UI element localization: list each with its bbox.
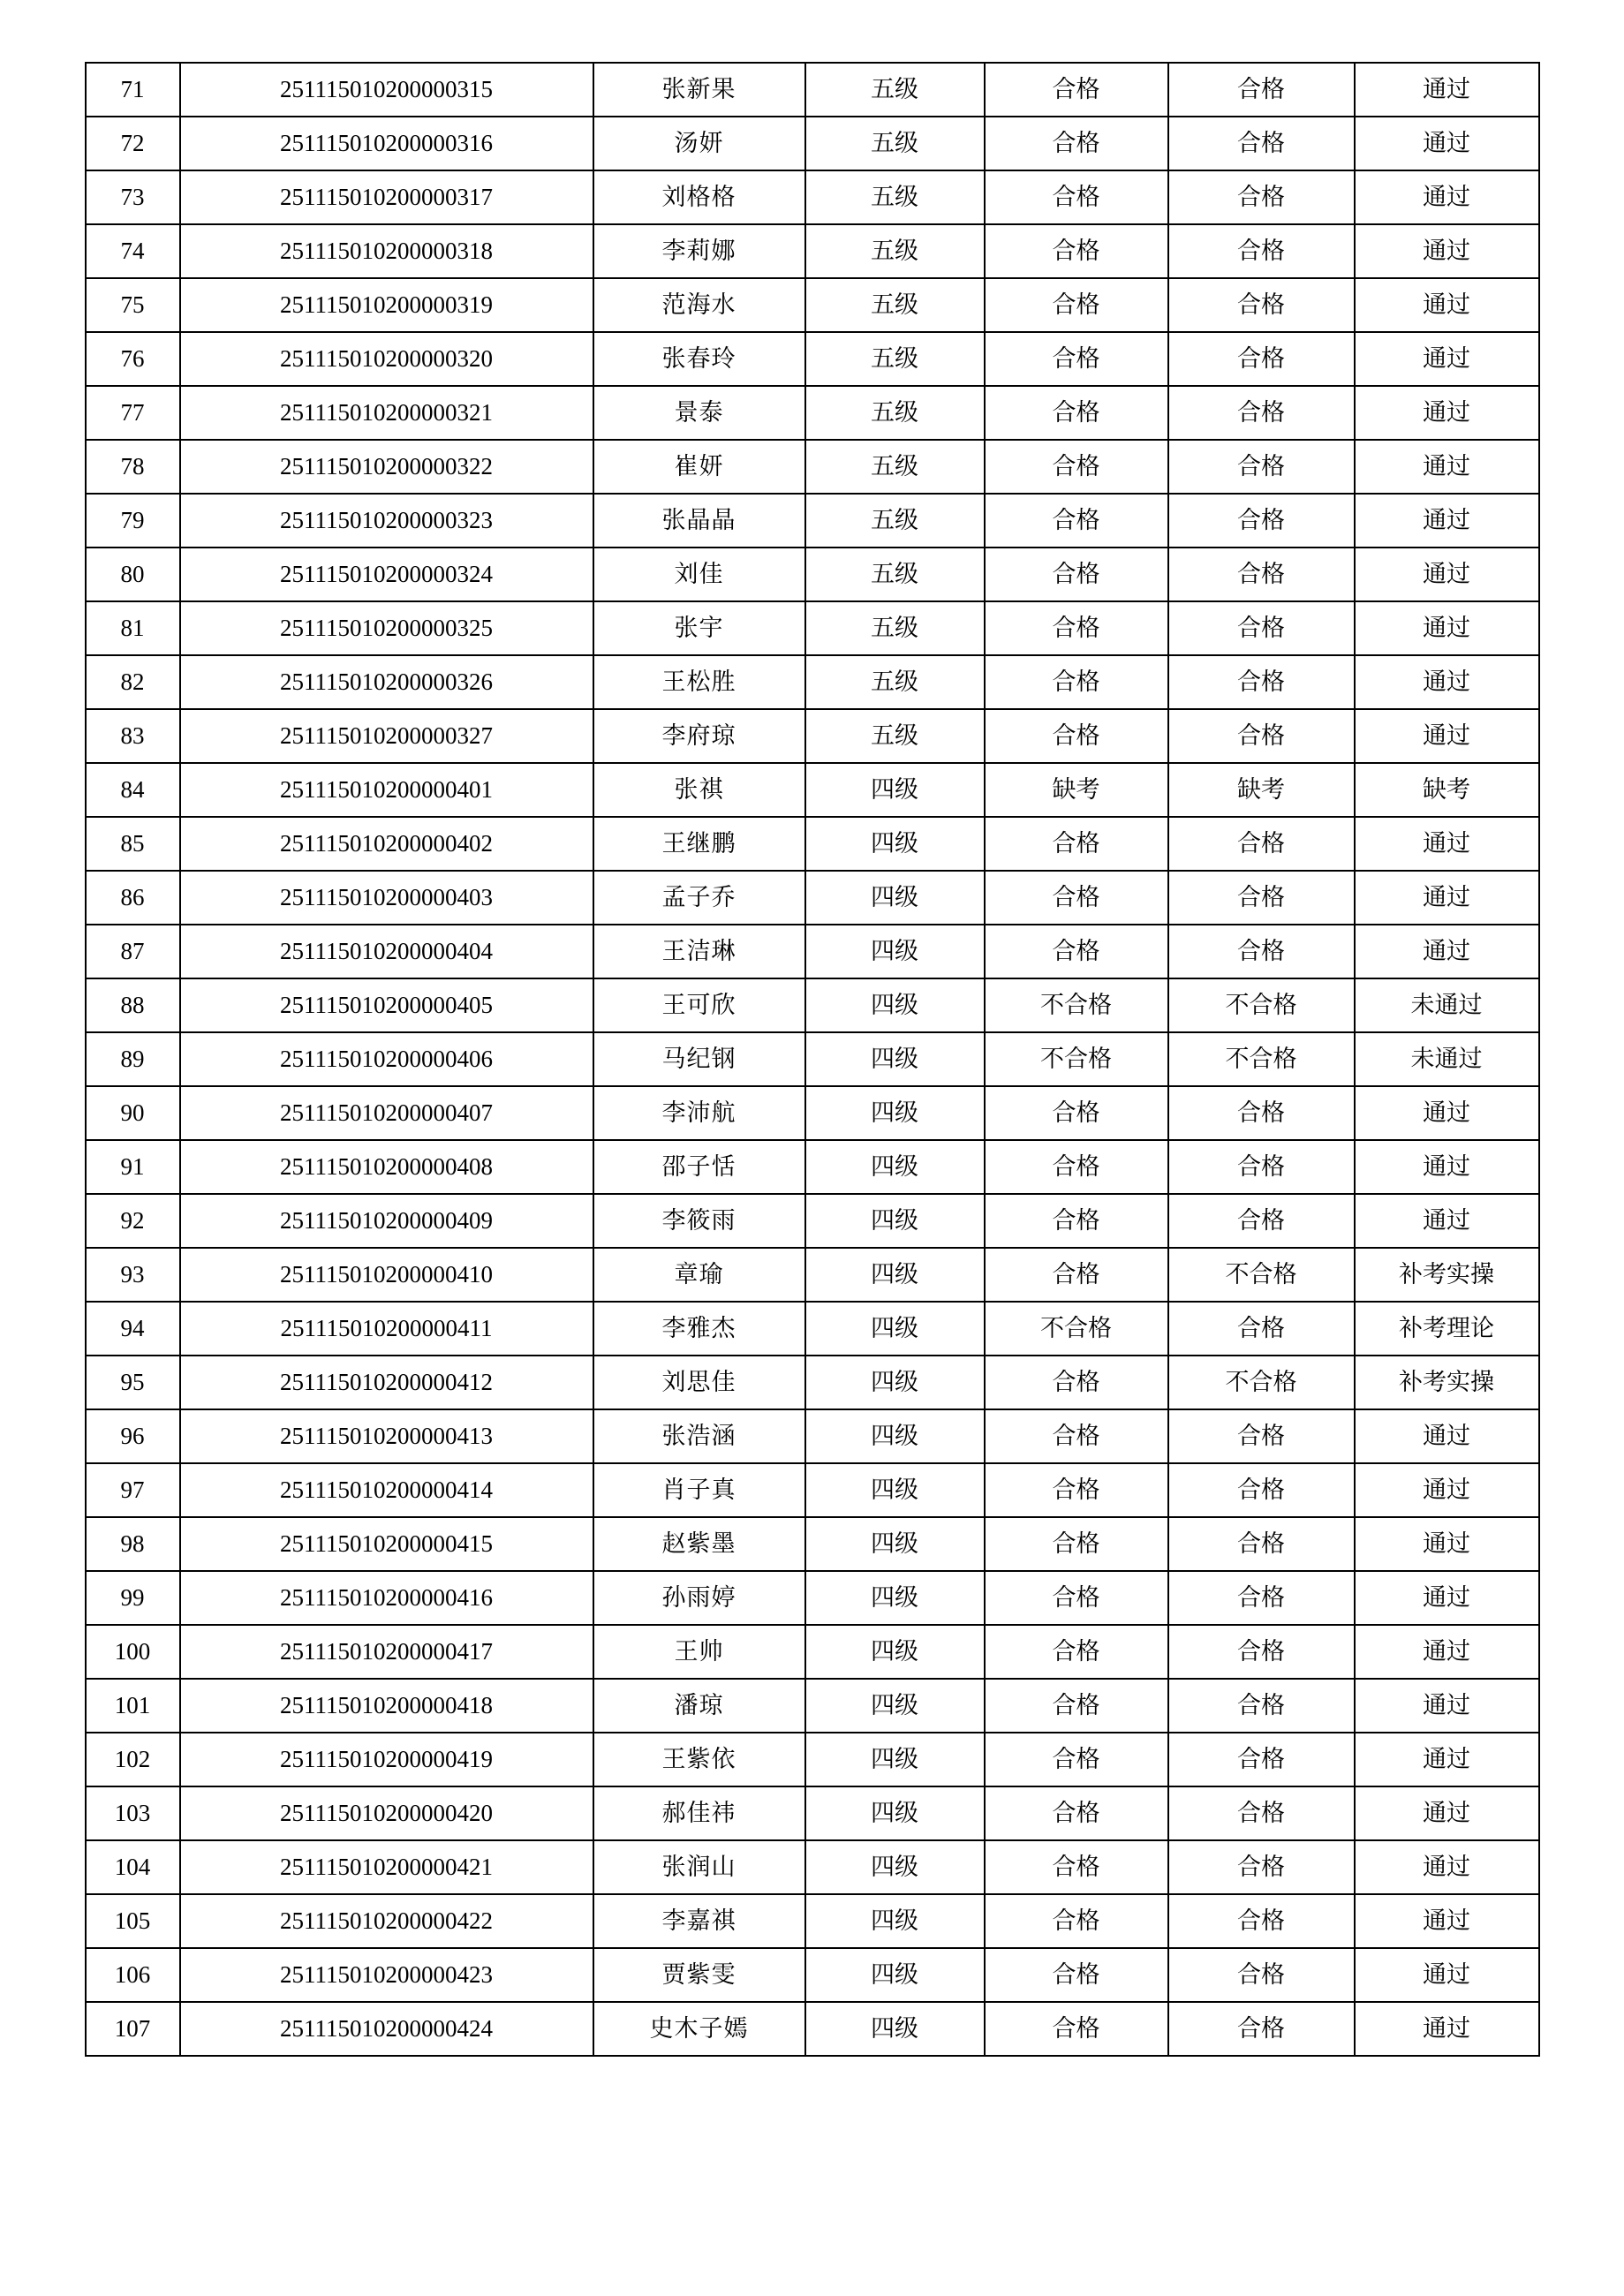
cell-theory-score: 合格 xyxy=(985,1356,1168,1409)
table-row xyxy=(86,1356,1539,1409)
cell-index: 98 xyxy=(86,1517,180,1571)
cell-index: 86 xyxy=(86,871,180,925)
cell-practical-score: 合格 xyxy=(1168,1894,1355,1948)
cell-admission-number: 251115010200000408 xyxy=(180,1140,593,1194)
cell-admission-number: 251115010200000320 xyxy=(180,332,593,386)
cell-admission-number: 251115010200000423 xyxy=(180,1948,593,2002)
cell-candidate-name: 汤妍 xyxy=(593,117,805,170)
cell-index: 77 xyxy=(86,386,180,440)
table-row xyxy=(86,1302,1539,1356)
cell-result: 通过 xyxy=(1355,170,1539,224)
cell-candidate-name: 孟子乔 xyxy=(593,871,805,925)
cell-level: 四级 xyxy=(805,1032,985,1086)
cell-practical-score: 合格 xyxy=(1168,278,1355,332)
cell-practical-score: 合格 xyxy=(1168,1302,1355,1356)
cell-result: 通过 xyxy=(1355,1140,1539,1194)
cell-admission-number: 251115010200000318 xyxy=(180,224,593,278)
cell-candidate-name: 刘思佳 xyxy=(593,1356,805,1409)
cell-index: 71 xyxy=(86,63,180,117)
cell-practical-score: 合格 xyxy=(1168,1679,1355,1733)
cell-candidate-name: 王可欣 xyxy=(593,978,805,1032)
cell-admission-number: 251115010200000417 xyxy=(180,1625,593,1679)
cell-candidate-name: 马纪钢 xyxy=(593,1032,805,1086)
cell-level: 四级 xyxy=(805,1948,985,2002)
cell-practical-score: 合格 xyxy=(1168,1194,1355,1248)
table-row xyxy=(86,1517,1539,1571)
table-row xyxy=(86,871,1539,925)
table-row xyxy=(86,63,1539,117)
cell-level: 五级 xyxy=(805,278,985,332)
cell-admission-number: 251115010200000324 xyxy=(180,548,593,601)
cell-result: 通过 xyxy=(1355,1194,1539,1248)
table-row xyxy=(86,1786,1539,1840)
table-row xyxy=(86,1409,1539,1463)
cell-admission-number: 251115010200000420 xyxy=(180,1786,593,1840)
cell-admission-number: 251115010200000424 xyxy=(180,2002,593,2056)
cell-result: 通过 xyxy=(1355,1948,1539,2002)
cell-result: 通过 xyxy=(1355,1409,1539,1463)
cell-theory-score: 合格 xyxy=(985,1463,1168,1517)
cell-level: 四级 xyxy=(805,1194,985,1248)
cell-practical-score: 合格 xyxy=(1168,332,1355,386)
cell-theory-score: 合格 xyxy=(985,1894,1168,1948)
table-row xyxy=(86,1194,1539,1248)
table-row xyxy=(86,278,1539,332)
cell-level: 四级 xyxy=(805,1571,985,1625)
cell-level: 四级 xyxy=(805,1463,985,1517)
cell-theory-score: 合格 xyxy=(985,117,1168,170)
cell-level: 四级 xyxy=(805,1086,985,1140)
cell-theory-score: 合格 xyxy=(985,386,1168,440)
table-row xyxy=(86,709,1539,763)
table-row xyxy=(86,2002,1539,2056)
cell-practical-score: 合格 xyxy=(1168,170,1355,224)
cell-practical-score: 合格 xyxy=(1168,817,1355,871)
cell-index: 76 xyxy=(86,332,180,386)
cell-level: 五级 xyxy=(805,655,985,709)
cell-theory-score: 合格 xyxy=(985,1840,1168,1894)
cell-practical-score: 不合格 xyxy=(1168,1032,1355,1086)
cell-candidate-name: 王继鹏 xyxy=(593,817,805,871)
cell-result: 通过 xyxy=(1355,871,1539,925)
cell-result: 通过 xyxy=(1355,1679,1539,1733)
exam-results-table xyxy=(85,62,1540,2057)
cell-admission-number: 251115010200000418 xyxy=(180,1679,593,1733)
cell-candidate-name: 李沛航 xyxy=(593,1086,805,1140)
cell-admission-number: 251115010200000323 xyxy=(180,494,593,548)
cell-theory-score: 合格 xyxy=(985,1679,1168,1733)
cell-candidate-name: 史木子嫣 xyxy=(593,2002,805,2056)
cell-theory-score: 合格 xyxy=(985,1140,1168,1194)
table-row xyxy=(86,1625,1539,1679)
cell-level: 五级 xyxy=(805,332,985,386)
table-row xyxy=(86,978,1539,1032)
cell-index: 73 xyxy=(86,170,180,224)
cell-practical-score: 合格 xyxy=(1168,1140,1355,1194)
cell-index: 96 xyxy=(86,1409,180,1463)
cell-practical-score: 合格 xyxy=(1168,655,1355,709)
cell-result: 通过 xyxy=(1355,2002,1539,2056)
cell-index: 90 xyxy=(86,1086,180,1140)
table-row xyxy=(86,117,1539,170)
cell-practical-score: 合格 xyxy=(1168,63,1355,117)
cell-index: 75 xyxy=(86,278,180,332)
cell-index: 93 xyxy=(86,1248,180,1302)
cell-index: 105 xyxy=(86,1894,180,1948)
cell-practical-score: 合格 xyxy=(1168,117,1355,170)
cell-index: 84 xyxy=(86,763,180,817)
cell-practical-score: 合格 xyxy=(1168,224,1355,278)
table-row xyxy=(86,1679,1539,1733)
cell-practical-score: 合格 xyxy=(1168,871,1355,925)
cell-index: 101 xyxy=(86,1679,180,1733)
cell-candidate-name: 王松胜 xyxy=(593,655,805,709)
cell-index: 103 xyxy=(86,1786,180,1840)
cell-candidate-name: 张晶晶 xyxy=(593,494,805,548)
cell-index: 104 xyxy=(86,1840,180,1894)
cell-theory-score: 合格 xyxy=(985,63,1168,117)
table-row xyxy=(86,440,1539,494)
table-row xyxy=(86,332,1539,386)
cell-admission-number: 251115010200000411 xyxy=(180,1302,593,1356)
table-row xyxy=(86,1840,1539,1894)
cell-admission-number: 251115010200000406 xyxy=(180,1032,593,1086)
cell-level: 五级 xyxy=(805,709,985,763)
cell-theory-score: 合格 xyxy=(985,1571,1168,1625)
cell-practical-score: 合格 xyxy=(1168,925,1355,978)
cell-level: 四级 xyxy=(805,1840,985,1894)
cell-result: 未通过 xyxy=(1355,978,1539,1032)
cell-candidate-name: 张浩涵 xyxy=(593,1409,805,1463)
cell-theory-score: 合格 xyxy=(985,1625,1168,1679)
cell-theory-score: 不合格 xyxy=(985,1302,1168,1356)
cell-result: 补考实操 xyxy=(1355,1356,1539,1409)
cell-admission-number: 251115010200000403 xyxy=(180,871,593,925)
cell-index: 88 xyxy=(86,978,180,1032)
cell-admission-number: 251115010200000315 xyxy=(180,63,593,117)
cell-level: 五级 xyxy=(805,601,985,655)
cell-level: 五级 xyxy=(805,224,985,278)
cell-level: 五级 xyxy=(805,386,985,440)
cell-admission-number: 251115010200000322 xyxy=(180,440,593,494)
cell-theory-score: 合格 xyxy=(985,494,1168,548)
cell-level: 四级 xyxy=(805,1302,985,1356)
cell-index: 100 xyxy=(86,1625,180,1679)
table-row xyxy=(86,1571,1539,1625)
table-row xyxy=(86,1248,1539,1302)
table-row xyxy=(86,224,1539,278)
cell-theory-score: 合格 xyxy=(985,1786,1168,1840)
cell-candidate-name: 景泰 xyxy=(593,386,805,440)
table-row xyxy=(86,1086,1539,1140)
cell-result: 通过 xyxy=(1355,440,1539,494)
cell-theory-score: 合格 xyxy=(985,817,1168,871)
table-row xyxy=(86,1948,1539,2002)
cell-theory-score: 合格 xyxy=(985,1248,1168,1302)
cell-admission-number: 251115010200000409 xyxy=(180,1194,593,1248)
table-row xyxy=(86,655,1539,709)
cell-theory-score: 合格 xyxy=(985,1409,1168,1463)
cell-candidate-name: 赵紫墨 xyxy=(593,1517,805,1571)
cell-theory-score: 合格 xyxy=(985,1948,1168,2002)
cell-admission-number: 251115010200000421 xyxy=(180,1840,593,1894)
cell-admission-number: 251115010200000319 xyxy=(180,278,593,332)
cell-index: 79 xyxy=(86,494,180,548)
cell-practical-score: 合格 xyxy=(1168,1948,1355,2002)
cell-level: 四级 xyxy=(805,871,985,925)
cell-candidate-name: 李府琼 xyxy=(593,709,805,763)
cell-candidate-name: 李莉娜 xyxy=(593,224,805,278)
cell-admission-number: 251115010200000407 xyxy=(180,1086,593,1140)
cell-result: 通过 xyxy=(1355,117,1539,170)
cell-practical-score: 合格 xyxy=(1168,1517,1355,1571)
cell-admission-number: 251115010200000405 xyxy=(180,978,593,1032)
table-row xyxy=(86,1733,1539,1786)
cell-index: 106 xyxy=(86,1948,180,2002)
cell-index: 81 xyxy=(86,601,180,655)
cell-practical-score: 不合格 xyxy=(1168,978,1355,1032)
cell-level: 五级 xyxy=(805,170,985,224)
cell-admission-number: 251115010200000404 xyxy=(180,925,593,978)
cell-practical-score: 合格 xyxy=(1168,1733,1355,1786)
cell-result: 通过 xyxy=(1355,655,1539,709)
cell-level: 四级 xyxy=(805,1786,985,1840)
cell-candidate-name: 张宇 xyxy=(593,601,805,655)
cell-candidate-name: 张祺 xyxy=(593,763,805,817)
cell-candidate-name: 刘佳 xyxy=(593,548,805,601)
cell-result: 通过 xyxy=(1355,548,1539,601)
cell-result: 补考理论 xyxy=(1355,1302,1539,1356)
cell-result: 通过 xyxy=(1355,1840,1539,1894)
cell-practical-score: 合格 xyxy=(1168,386,1355,440)
cell-admission-number: 251115010200000401 xyxy=(180,763,593,817)
cell-level: 四级 xyxy=(805,1356,985,1409)
cell-candidate-name: 邵子恬 xyxy=(593,1140,805,1194)
table-row xyxy=(86,494,1539,548)
cell-candidate-name: 范海水 xyxy=(593,278,805,332)
cell-level: 五级 xyxy=(805,63,985,117)
cell-practical-score: 合格 xyxy=(1168,1840,1355,1894)
table-row xyxy=(86,170,1539,224)
cell-index: 78 xyxy=(86,440,180,494)
cell-admission-number: 251115010200000316 xyxy=(180,117,593,170)
cell-index: 80 xyxy=(86,548,180,601)
cell-index: 74 xyxy=(86,224,180,278)
cell-level: 五级 xyxy=(805,117,985,170)
cell-candidate-name: 刘格格 xyxy=(593,170,805,224)
table-row xyxy=(86,763,1539,817)
cell-theory-score: 合格 xyxy=(985,1086,1168,1140)
cell-result: 通过 xyxy=(1355,709,1539,763)
cell-candidate-name: 王帅 xyxy=(593,1625,805,1679)
cell-admission-number: 251115010200000317 xyxy=(180,170,593,224)
cell-level: 五级 xyxy=(805,494,985,548)
cell-theory-score: 合格 xyxy=(985,655,1168,709)
cell-admission-number: 251115010200000325 xyxy=(180,601,593,655)
cell-admission-number: 251115010200000419 xyxy=(180,1733,593,1786)
cell-candidate-name: 张新果 xyxy=(593,63,805,117)
cell-result: 通过 xyxy=(1355,1733,1539,1786)
cell-practical-score: 合格 xyxy=(1168,1786,1355,1840)
cell-practical-score: 合格 xyxy=(1168,1571,1355,1625)
cell-index: 95 xyxy=(86,1356,180,1409)
cell-practical-score: 合格 xyxy=(1168,494,1355,548)
cell-admission-number: 251115010200000410 xyxy=(180,1248,593,1302)
cell-candidate-name: 王紫依 xyxy=(593,1733,805,1786)
cell-level: 四级 xyxy=(805,978,985,1032)
cell-theory-score: 合格 xyxy=(985,548,1168,601)
table-row xyxy=(86,1140,1539,1194)
cell-practical-score: 合格 xyxy=(1168,601,1355,655)
cell-practical-score: 合格 xyxy=(1168,1625,1355,1679)
cell-result: 通过 xyxy=(1355,63,1539,117)
cell-level: 四级 xyxy=(805,1248,985,1302)
cell-candidate-name: 李雅杰 xyxy=(593,1302,805,1356)
cell-candidate-name: 李筱雨 xyxy=(593,1194,805,1248)
cell-result: 通过 xyxy=(1355,1463,1539,1517)
cell-level: 四级 xyxy=(805,1733,985,1786)
cell-index: 107 xyxy=(86,2002,180,2056)
cell-result: 通过 xyxy=(1355,332,1539,386)
table-row xyxy=(86,1032,1539,1086)
cell-index: 72 xyxy=(86,117,180,170)
cell-admission-number: 251115010200000327 xyxy=(180,709,593,763)
cell-theory-score: 合格 xyxy=(985,871,1168,925)
cell-level: 五级 xyxy=(805,440,985,494)
table-row xyxy=(86,386,1539,440)
table-row xyxy=(86,817,1539,871)
cell-index: 89 xyxy=(86,1032,180,1086)
cell-level: 五级 xyxy=(805,548,985,601)
cell-candidate-name: 肖子真 xyxy=(593,1463,805,1517)
cell-result: 通过 xyxy=(1355,224,1539,278)
cell-level: 四级 xyxy=(805,1894,985,1948)
table-row xyxy=(86,548,1539,601)
cell-result: 通过 xyxy=(1355,278,1539,332)
cell-practical-score: 合格 xyxy=(1168,548,1355,601)
table-row xyxy=(86,925,1539,978)
cell-level: 四级 xyxy=(805,1679,985,1733)
cell-admission-number: 251115010200000422 xyxy=(180,1894,593,1948)
cell-admission-number: 251115010200000414 xyxy=(180,1463,593,1517)
cell-result: 通过 xyxy=(1355,494,1539,548)
cell-level: 四级 xyxy=(805,1517,985,1571)
cell-theory-score: 合格 xyxy=(985,440,1168,494)
cell-index: 102 xyxy=(86,1733,180,1786)
cell-practical-score: 不合格 xyxy=(1168,1248,1355,1302)
cell-practical-score: 合格 xyxy=(1168,1086,1355,1140)
cell-index: 85 xyxy=(86,817,180,871)
cell-index: 94 xyxy=(86,1302,180,1356)
cell-theory-score: 合格 xyxy=(985,224,1168,278)
cell-result: 通过 xyxy=(1355,925,1539,978)
cell-candidate-name: 崔妍 xyxy=(593,440,805,494)
cell-theory-score: 合格 xyxy=(985,1733,1168,1786)
cell-candidate-name: 王洁琳 xyxy=(593,925,805,978)
cell-practical-score: 合格 xyxy=(1168,1409,1355,1463)
cell-candidate-name: 张春玲 xyxy=(593,332,805,386)
cell-theory-score: 合格 xyxy=(985,1194,1168,1248)
cell-admission-number: 251115010200000326 xyxy=(180,655,593,709)
cell-theory-score: 合格 xyxy=(985,709,1168,763)
cell-practical-score: 合格 xyxy=(1168,709,1355,763)
cell-theory-score: 合格 xyxy=(985,925,1168,978)
cell-result: 通过 xyxy=(1355,601,1539,655)
cell-admission-number: 251115010200000413 xyxy=(180,1409,593,1463)
cell-admission-number: 251115010200000412 xyxy=(180,1356,593,1409)
cell-level: 四级 xyxy=(805,817,985,871)
cell-result: 通过 xyxy=(1355,817,1539,871)
cell-admission-number: 251115010200000415 xyxy=(180,1517,593,1571)
cell-candidate-name: 张润山 xyxy=(593,1840,805,1894)
table-body xyxy=(86,63,1539,2056)
cell-candidate-name: 章瑜 xyxy=(593,1248,805,1302)
cell-candidate-name: 孙雨婷 xyxy=(593,1571,805,1625)
cell-result: 未通过 xyxy=(1355,1032,1539,1086)
cell-theory-score: 合格 xyxy=(985,1517,1168,1571)
cell-result: 通过 xyxy=(1355,1517,1539,1571)
cell-index: 83 xyxy=(86,709,180,763)
table-row xyxy=(86,1894,1539,1948)
cell-candidate-name: 郝佳祎 xyxy=(593,1786,805,1840)
cell-theory-score: 合格 xyxy=(985,2002,1168,2056)
cell-theory-score: 合格 xyxy=(985,332,1168,386)
cell-result: 通过 xyxy=(1355,1625,1539,1679)
cell-index: 92 xyxy=(86,1194,180,1248)
cell-index: 97 xyxy=(86,1463,180,1517)
cell-result: 通过 xyxy=(1355,1786,1539,1840)
cell-index: 91 xyxy=(86,1140,180,1194)
table-row xyxy=(86,601,1539,655)
cell-level: 四级 xyxy=(805,2002,985,2056)
cell-practical-score: 不合格 xyxy=(1168,1356,1355,1409)
cell-result: 补考实操 xyxy=(1355,1248,1539,1302)
cell-level: 四级 xyxy=(805,1140,985,1194)
cell-admission-number: 251115010200000416 xyxy=(180,1571,593,1625)
cell-index: 99 xyxy=(86,1571,180,1625)
cell-practical-score: 缺考 xyxy=(1168,763,1355,817)
cell-candidate-name: 贾紫雯 xyxy=(593,1948,805,2002)
cell-level: 四级 xyxy=(805,1625,985,1679)
cell-index: 87 xyxy=(86,925,180,978)
cell-theory-score: 合格 xyxy=(985,170,1168,224)
cell-practical-score: 合格 xyxy=(1168,2002,1355,2056)
cell-practical-score: 合格 xyxy=(1168,1463,1355,1517)
cell-theory-score: 缺考 xyxy=(985,763,1168,817)
cell-theory-score: 合格 xyxy=(985,278,1168,332)
cell-candidate-name: 李嘉祺 xyxy=(593,1894,805,1948)
cell-admission-number: 251115010200000402 xyxy=(180,817,593,871)
cell-level: 四级 xyxy=(805,925,985,978)
cell-level: 四级 xyxy=(805,763,985,817)
cell-practical-score: 合格 xyxy=(1168,440,1355,494)
cell-theory-score: 不合格 xyxy=(985,978,1168,1032)
cell-result: 通过 xyxy=(1355,386,1539,440)
cell-candidate-name: 潘琼 xyxy=(593,1679,805,1733)
cell-index: 82 xyxy=(86,655,180,709)
table-row xyxy=(86,1463,1539,1517)
cell-result: 缺考 xyxy=(1355,763,1539,817)
cell-theory-score: 合格 xyxy=(985,601,1168,655)
cell-result: 通过 xyxy=(1355,1571,1539,1625)
cell-theory-score: 不合格 xyxy=(985,1032,1168,1086)
cell-result: 通过 xyxy=(1355,1086,1539,1140)
cell-result: 通过 xyxy=(1355,1894,1539,1948)
cell-admission-number: 251115010200000321 xyxy=(180,386,593,440)
cell-level: 四级 xyxy=(805,1409,985,1463)
